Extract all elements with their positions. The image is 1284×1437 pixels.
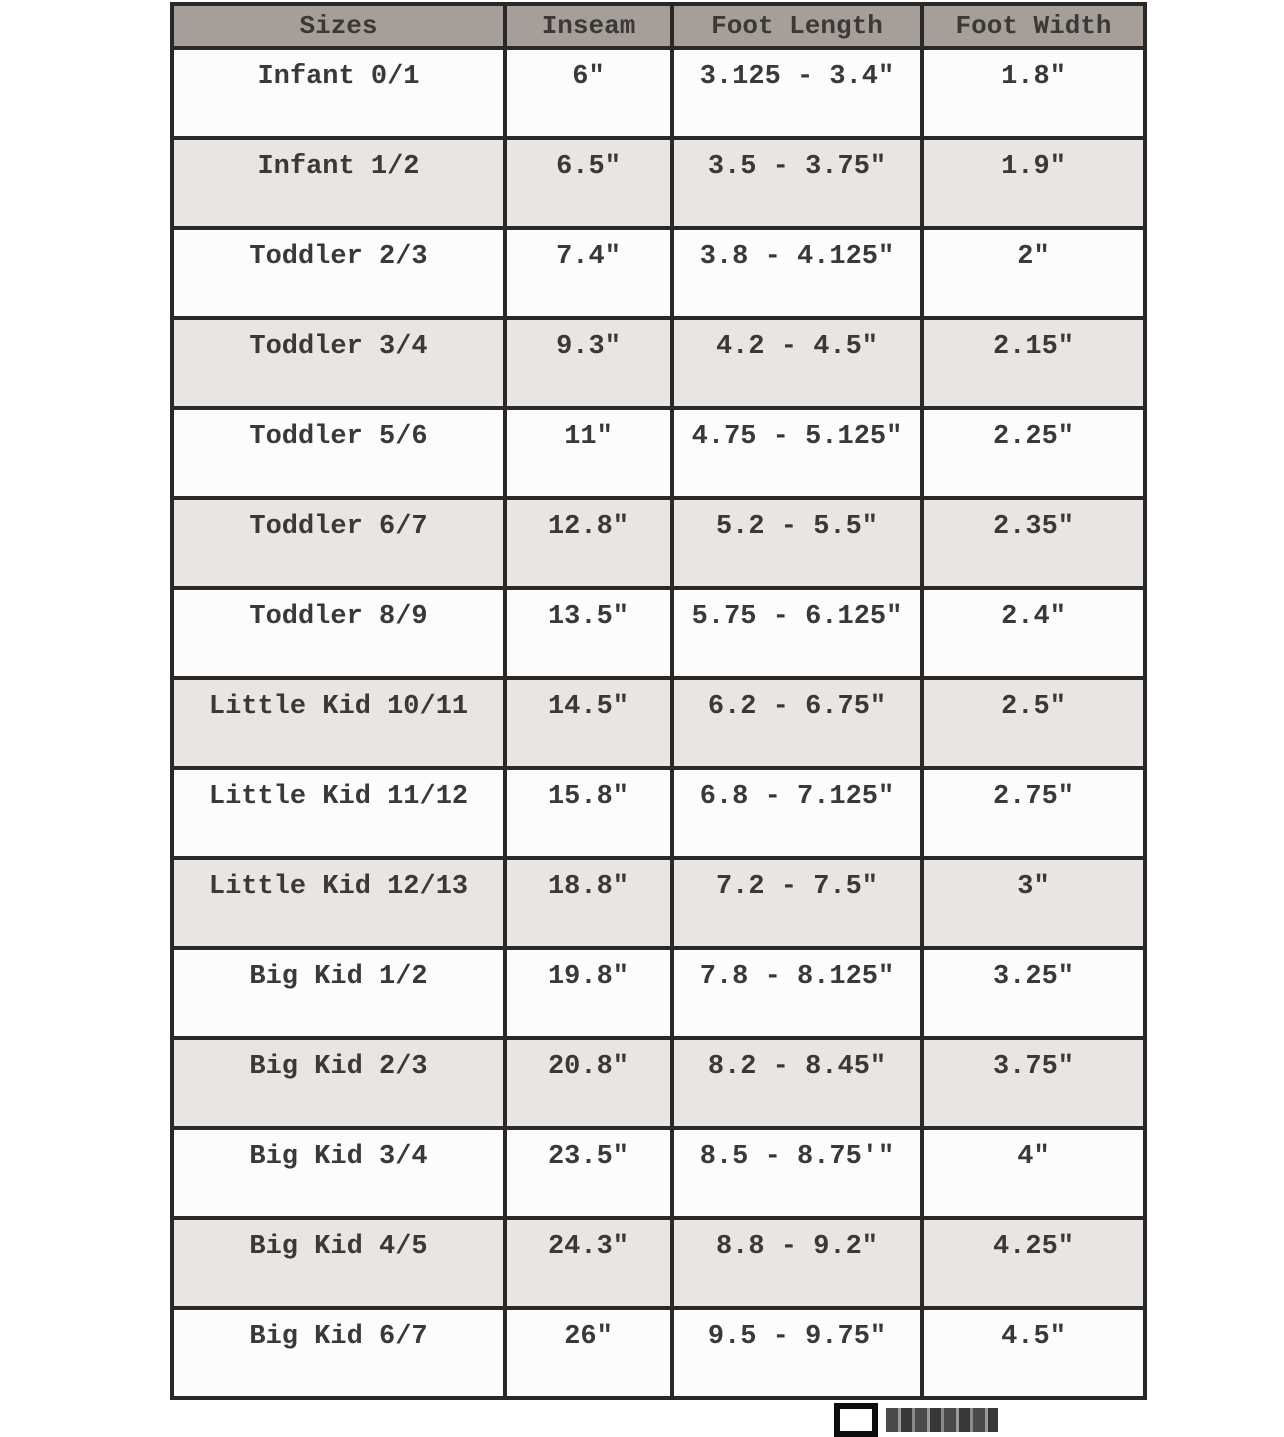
table-row <box>172 948 1145 1038</box>
table-cell: 4.5" <box>922 1308 1145 1398</box>
table-cell: 3.8 - 4.125" <box>672 228 922 318</box>
table-cell: 19.8" <box>505 948 672 1038</box>
table-cell: 3.75" <box>922 1038 1145 1128</box>
table-cell: Big Kid 6/7 <box>172 1308 505 1398</box>
table-cell: 7.8 - 8.125" <box>672 948 922 1038</box>
table-cell: 7.2 - 7.5" <box>672 858 922 948</box>
watermark-fragment <box>834 1403 998 1437</box>
table-cell: 8.8 - 9.2" <box>672 1218 922 1308</box>
table-row <box>172 588 1145 678</box>
table-row <box>172 858 1145 948</box>
table-cell: Big Kid 3/4 <box>172 1128 505 1218</box>
table-row <box>172 1128 1145 1218</box>
table-row <box>172 1038 1145 1128</box>
table-row <box>172 318 1145 408</box>
table-row <box>172 1218 1145 1308</box>
table-row <box>172 768 1145 858</box>
table-cell: 4.25" <box>922 1218 1145 1308</box>
table-cell: 2.15" <box>922 318 1145 408</box>
table-cell: Toddler 8/9 <box>172 588 505 678</box>
table-cell: 6.2 - 6.75" <box>672 678 922 768</box>
table-cell: 4.2 - 4.5" <box>672 318 922 408</box>
table-cell: 15.8" <box>505 768 672 858</box>
table-cell: 8.5 - 8.75'" <box>672 1128 922 1218</box>
table-cell: 4" <box>922 1128 1145 1218</box>
table-cell: 1.9" <box>922 138 1145 228</box>
size-chart-header <box>172 4 1145 48</box>
table-cell: 9.5 - 9.75" <box>672 1308 922 1398</box>
table-cell: Big Kid 4/5 <box>172 1218 505 1308</box>
watermark-text-fragment <box>886 1408 998 1432</box>
column-header-foot-width: Foot Width <box>922 4 1145 48</box>
table-cell: 3.125 - 3.4" <box>672 48 922 138</box>
table-row <box>172 48 1145 138</box>
table-cell: 26" <box>505 1308 672 1398</box>
table-cell: 3.5 - 3.75" <box>672 138 922 228</box>
table-cell: 2.5" <box>922 678 1145 768</box>
table-cell: Toddler 6/7 <box>172 498 505 588</box>
size-chart-body <box>172 48 1145 1398</box>
table-cell: 3" <box>922 858 1145 948</box>
column-header-inseam: Inseam <box>505 4 672 48</box>
table-cell: 2.4" <box>922 588 1145 678</box>
table-cell: 2.25" <box>922 408 1145 498</box>
table-cell: 23.5" <box>505 1128 672 1218</box>
table-cell: 1.8" <box>922 48 1145 138</box>
table-row <box>172 138 1145 228</box>
table-cell: 2.35" <box>922 498 1145 588</box>
table-cell: 24.3" <box>505 1218 672 1308</box>
table-cell: 3.25" <box>922 948 1145 1038</box>
table-cell: 7.4" <box>505 228 672 318</box>
table-cell: Big Kid 2/3 <box>172 1038 505 1128</box>
header-row <box>172 4 1145 48</box>
table-cell: 9.3" <box>505 318 672 408</box>
table-cell: 6.8 - 7.125" <box>672 768 922 858</box>
table-cell: Toddler 5/6 <box>172 408 505 498</box>
size-chart-table <box>170 2 1147 1400</box>
table-cell: Big Kid 1/2 <box>172 948 505 1038</box>
column-header-foot-length: Foot Length <box>672 4 922 48</box>
table-cell: Toddler 3/4 <box>172 318 505 408</box>
table-row <box>172 498 1145 588</box>
table-cell: 6.5" <box>505 138 672 228</box>
table-cell: 13.5" <box>505 588 672 678</box>
table-cell: Little Kid 10/11 <box>172 678 505 768</box>
table-cell: 14.5" <box>505 678 672 768</box>
table-cell: Little Kid 12/13 <box>172 858 505 948</box>
table-row <box>172 1308 1145 1398</box>
table-row <box>172 408 1145 498</box>
table-row <box>172 678 1145 768</box>
table-cell: 5.2 - 5.5" <box>672 498 922 588</box>
table-cell: Little Kid 11/12 <box>172 768 505 858</box>
table-cell: Toddler 2/3 <box>172 228 505 318</box>
table-cell: 8.2 - 8.45" <box>672 1038 922 1128</box>
table-cell: 20.8" <box>505 1038 672 1128</box>
table-row <box>172 228 1145 318</box>
table-cell: 4.75 - 5.125" <box>672 408 922 498</box>
table-cell: Infant 0/1 <box>172 48 505 138</box>
table-cell: 18.8" <box>505 858 672 948</box>
table-cell: 11" <box>505 408 672 498</box>
table-cell: 12.8" <box>505 498 672 588</box>
table-cell: 2.75" <box>922 768 1145 858</box>
table-cell: Infant 1/2 <box>172 138 505 228</box>
table-cell: 2" <box>922 228 1145 318</box>
table-cell: 5.75 - 6.125" <box>672 588 922 678</box>
watermark-square-icon <box>834 1403 878 1437</box>
table-cell: 6" <box>505 48 672 138</box>
column-header-sizes: Sizes <box>172 4 505 48</box>
